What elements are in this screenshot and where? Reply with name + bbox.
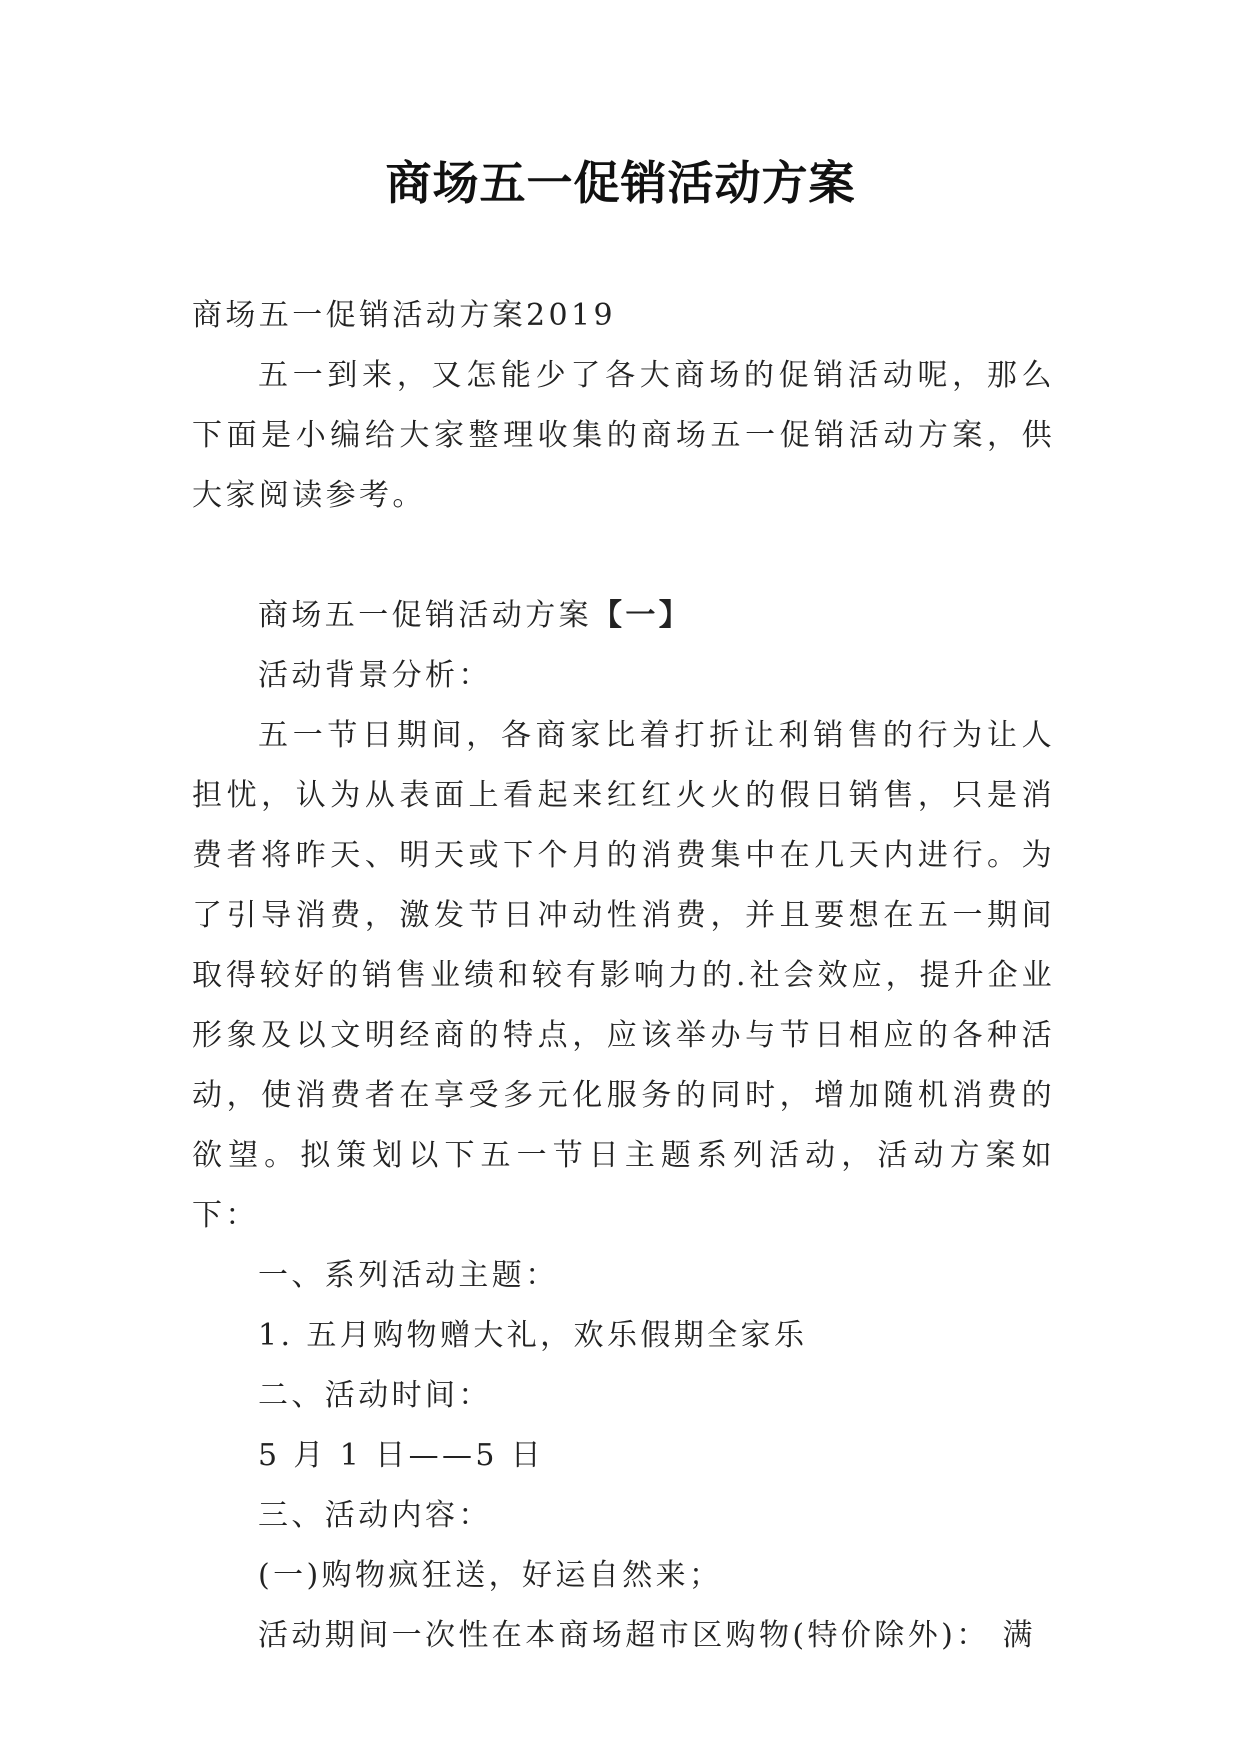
section-heading: [192, 586, 1055, 646]
section-marker: 【一】: [592, 598, 693, 633]
section-heading-text: 商场五一促销活动方案: [258, 598, 592, 633]
paragraph-spacer: [192, 526, 1055, 586]
time-value: 5 月 1 日——5 日: [258, 1438, 545, 1473]
content-detail: 活动期间一次性在本商场超市区购物(特价除外)： 满: [258, 1618, 1036, 1653]
document-body: [192, 286, 1055, 1666]
background-label: 活动背景分析：: [258, 658, 492, 693]
time-heading: 二、活动时间：: [258, 1378, 492, 1413]
theme-heading: 一、系列活动主题：: [258, 1258, 559, 1293]
document-subtitle: 商场五一促销活动方案2019: [192, 298, 616, 333]
theme-item: 1. 五月购物赠大礼，欢乐假期全家乐: [258, 1318, 808, 1353]
content-subheading: (一)购物疯狂送，好运自然来；: [258, 1558, 723, 1593]
intro-paragraph: 五一到来，又怎能少了各大商场的促销活动呢，那么下面是小编给大家整理收集的商场五一促销活动方案，供大家阅读参考。: [192, 358, 1055, 513]
background-paragraph: 五一节日期间，各商家比着打折让利销售的行为让人担忧，认为从表面上看起来红红火火的假日销售，只是消费者将昨天、明天或下个月的消费集中在几天内进行。为了引导消费，激发节日冲动性消费，并且要想在五一期间取得较好的销售业绩和较有影响力的.社会效应，提升企业形象及以文明经商的特点，应该举办与节日相应的各种活动，使消费者在享受多元化服务的同时，增加随机消费的欲望。拟策划以下五一节日主题系列活动，活动方案如下：: [192, 718, 1055, 1233]
content-heading: 三、活动内容：: [258, 1498, 492, 1533]
document-title: 商场五一促销活动方案: [385, 156, 856, 210]
